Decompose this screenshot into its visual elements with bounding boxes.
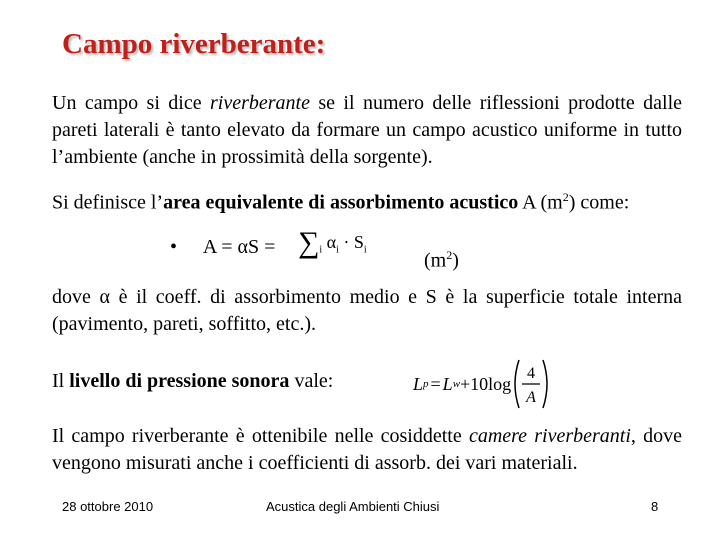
footer-date: 28 ottobre 2010 — [62, 499, 154, 514]
footer-page-number: 8 — [651, 499, 659, 514]
fraction-denominator: A — [526, 389, 537, 406]
bullet-formula-area — [170, 236, 297, 259]
slide-title: Campo riverberante: — [62, 28, 326, 60]
paragraph-camere-riverberanti: Il campo riverberante è ottenibile nelle cosiddette camere riverberanti, dove vengono misurati anche i coefficienti di assorb. dei vari materiali. — [52, 425, 683, 474]
paragraph-sound-pressure-level: Il livello di pressione sonora vale: — [52, 370, 334, 392]
sum-formula: $\sum_i$ $\alpha_i \cdot S_i$ — [298, 226, 367, 259]
sum-symbol: ∑ — [298, 226, 320, 259]
paragraph-definition: Un campo si dice riverberante se il numero delle riflessioni prodotte dalle pareti laterali è tanto elevato da formare un campo acustico uniforme in tutto l’ambiente (anche in prossimità della sorgente). — [52, 92, 683, 168]
bullet-mark: • — [170, 236, 178, 258]
fraction-parentheses — [511, 356, 551, 412]
fraction-numerator: 4 — [527, 365, 536, 382]
paragraph-area-equivalente: Si definisce l’area equivalente di assorbimento acustico A $(m^2)$ come: — [52, 190, 630, 214]
area-expression: A = αS = — [202, 236, 276, 258]
sound-pressure-formula: L p = L w +10log 4 A — [413, 356, 551, 412]
area-unit: $(m^2)$ — [424, 248, 459, 272]
footer-course-title: Acustica degli Ambienti Chiusi — [266, 499, 440, 514]
paragraph-alpha-description: dove α è il coeff. di assorbimento medio e S è la superficie totale interna (pavimento, pareti, soffitto, etc.). — [52, 286, 682, 335]
